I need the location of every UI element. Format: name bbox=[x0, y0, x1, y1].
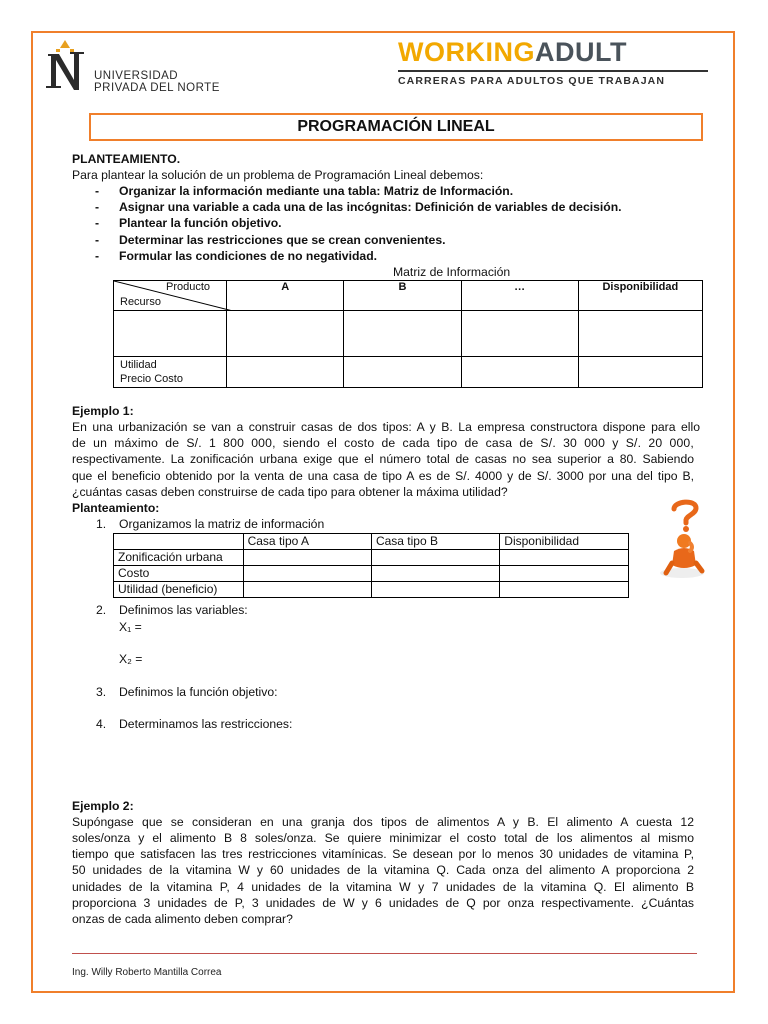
step-label: Determinamos las restricciones: bbox=[119, 717, 293, 731]
example2-line: 50 unidades de la vitamina W y 60 unidades de la vitamina Q. Cada onza del alimento A proporciona 2 bbox=[72, 863, 694, 877]
matrix-cell bbox=[227, 357, 344, 388]
example1-line: respectivamente. La zonificación urbana exige que el número total de casas no sea superior a 80. Sabiendo bbox=[72, 452, 694, 466]
matrix-header: … bbox=[461, 281, 578, 311]
example2-line: unidades de la vitamina P, 4 unidades de la vitamina W y 7 unidades de la vitamina Q. El alimento B bbox=[72, 880, 694, 894]
brand-working: WORKING bbox=[398, 37, 535, 67]
row-label: Utilidad (beneficio) bbox=[114, 582, 244, 598]
table-header: Casa tipo B bbox=[371, 534, 499, 550]
brand-adult: ADULT bbox=[534, 37, 627, 67]
example1-line: ¿cuántas casas deben construirse de cada tipo para obtener la máxima utilidad? bbox=[72, 485, 508, 499]
planteamiento-heading: PLANTEAMIENTO. bbox=[72, 152, 181, 166]
example2-line: Supóngase que se consideran en una granja dos tipos de alimentos A y B. El alimento A cuesta 12 bbox=[72, 815, 694, 829]
example2-line: soles/onza y el alimento B 8 soles/onza. Se quiere minimizar el costo total de los alimentos al mismo bbox=[72, 831, 694, 845]
matrix-header: B bbox=[344, 281, 461, 311]
step-number: 1. bbox=[96, 517, 107, 531]
example2-heading: Ejemplo 2: bbox=[72, 799, 134, 813]
step-label: Organizamos la matriz de información bbox=[119, 517, 325, 531]
variable-x2: X₂ = bbox=[119, 652, 143, 666]
example1-planteamiento: Planteamiento: bbox=[72, 501, 160, 515]
planteamiento-intro: Para plantear la solución de un problema de Programación Lineal debemos: bbox=[72, 168, 484, 182]
information-matrix bbox=[113, 280, 703, 388]
matrix-corner-product: Producto bbox=[166, 281, 211, 293]
example2-line: tiempo que satisfacen las tres restricciones vitamínicas. Se desean por lo menos 30 unidades de vitamina P, bbox=[72, 847, 694, 861]
university-name-line1: UNIVERSIDAD bbox=[94, 70, 179, 82]
matrix-cell bbox=[344, 311, 461, 357]
example1-matrix bbox=[113, 533, 629, 598]
matrix-cell bbox=[114, 311, 227, 357]
table-row bbox=[114, 550, 629, 566]
step-label: Definimos las variables: bbox=[119, 603, 248, 617]
brand-tagline: CARRERAS PARA ADULTOS QUE TRABAJAN bbox=[398, 75, 666, 87]
example1-heading: Ejemplo 1: bbox=[72, 404, 134, 418]
matrix-cell bbox=[461, 311, 578, 357]
example2-line: onzas de cada alimento deben comprar? bbox=[72, 912, 293, 926]
matrix-corner-cell bbox=[114, 281, 227, 311]
matrix-cell bbox=[344, 357, 461, 388]
table-cell bbox=[114, 534, 244, 550]
example1-line: que el beneficio obtenido por la venta de una casa de tipo A es de S/. 4000 y de S/. 3000 por una del tipo B, bbox=[72, 469, 694, 483]
table-header: Casa tipo A bbox=[243, 534, 371, 550]
matrix-cell bbox=[227, 311, 344, 357]
row-label: Zonificación urbana bbox=[114, 550, 244, 566]
page-title: PROGRAMACIÓN LINEAL bbox=[89, 113, 703, 141]
matrix-header: A bbox=[227, 281, 344, 311]
matrix-cell bbox=[461, 357, 578, 388]
thinking-figure-icon bbox=[660, 497, 710, 579]
footer-author: Ing. Willy Roberto Mantilla Correa bbox=[72, 967, 222, 978]
table-header: Disponibilidad bbox=[500, 534, 629, 550]
matrix-cell bbox=[578, 311, 702, 357]
table-row bbox=[114, 582, 629, 598]
footer-rule bbox=[72, 953, 697, 954]
example2-line: proporciona 3 unidades de P, 3 unidades de W y 6 unidades de Q por onza respectivamente. ¿Cuántas bbox=[72, 896, 694, 910]
step-label: Definimos la función objetivo: bbox=[119, 685, 278, 699]
matrix-footer-label: Utilidad Precio Costo bbox=[114, 357, 227, 388]
university-logo bbox=[44, 40, 234, 94]
brand-divider bbox=[398, 70, 708, 72]
university-emblem-icon bbox=[44, 40, 86, 94]
matrix-corner-resource: Recurso bbox=[120, 296, 161, 308]
example1-line: de un máximo de S/. 1 800 000, siendo el costo de cada tipo de casa de S/. 30 000 y S/. 20 000, bbox=[72, 436, 694, 450]
brand-logo bbox=[398, 38, 710, 92]
variable-x1: X₁ = bbox=[119, 620, 142, 634]
table-row bbox=[114, 566, 629, 582]
matrix-caption: Matriz de Información bbox=[393, 265, 511, 279]
university-name-line2: PRIVADA DEL NORTE bbox=[94, 82, 220, 94]
step-number: 3. bbox=[96, 685, 107, 699]
row-label: Costo bbox=[114, 566, 244, 582]
step-number: 2. bbox=[96, 603, 107, 617]
matrix-cell bbox=[578, 357, 702, 388]
step-number: 4. bbox=[96, 717, 107, 731]
matrix-header: Disponibilidad bbox=[578, 281, 702, 311]
example1-line: En una urbanización se van a construir casas de dos tipos: A y B. La empresa constructora dispone para ello bbox=[72, 420, 700, 434]
